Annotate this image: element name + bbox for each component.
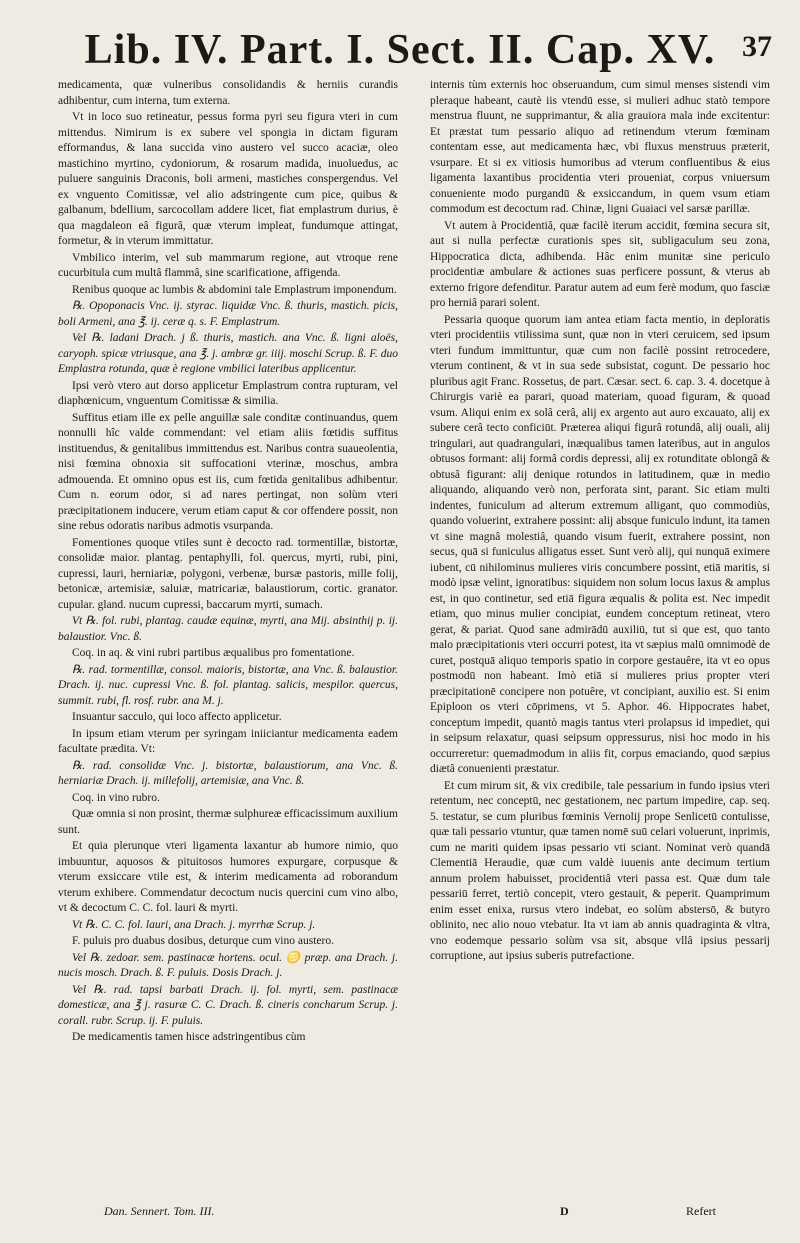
recipe: Vel ℞. zedoar. sem. pastinacæ hortens. ocul. ♋ præp. ana Drach. j. nucis mosch. Drach. ß. F. puluis. Dosis Drach. j. [58,951,398,979]
recipe: ℞. Opoponacis Vnc. ij. styrac. liquidæ Vnc. ß. thuris, mastich. picis, boli Armeni, ana ℥. ij. ceræ q. s. F. Emplastrum. [58,300,398,328]
page-number: 37 [742,30,772,63]
paragraph: Quæ omnia si non prosint, thermæ sulphureæ efficacissimum auxilium sunt. [58,808,398,836]
signature-line: Dan. Sennert. Tom. III. [104,1204,215,1218]
left-column [58,78,398,1047]
running-head: Lib. IV. Part. I. Sect. II. Cap. XV. [84,27,716,73]
paragraph: Insuantur sacculo, qui loco affecto applicetur. [72,711,282,723]
recipe: Vt ℞. C. C. fol. lauri, ana Drach. j. myrrhæ Scrup. j. [72,918,316,931]
catchword: Refert [686,1204,716,1218]
paragraph: Coq. in vino rubro. [72,791,160,804]
recipe: ℞. rad. consolidæ Vnc. j. bistortæ, balaustiorum, ana Vnc. ß. herniariæ Drach. ij. millefolij, artemisiæ, ana Vnc. ß. [58,759,398,787]
paragraph: Suffitus etiam ille ex pelle anguillæ sale conditæ continuandus, quem nonnulli hîc valde commendant: vel etiam aliis fœtidis suffitus instituendus, & genitalibus immittendus est. Naribus contra suaueolentia, nisi fœmina obnoxia sit suffocationi vterinæ, moschus, ambra admouenda. Et omnino opus est iis, cum fœtida genitalibus adhibentur. Cum n. eorum odor, si ad nares pertingat, non solùm vteri præcipitationem inducere, verum etiam caput & cor offendere possit, non sine rebus odoratis naribus admotis vsurpanda. [58,411,398,532]
paragraph: F. puluis pro duabus dosibus, deturque cum vino austero. [72,935,334,947]
recipe: ℞. rad. tormentillæ, consol. maioris, bistortæ, ana Vnc. ß. balaustior. Drach. ij. nuc. cupressi Vnc. ß. fol. plantag. salicis, mespilor. quercus, summit. rubi, fl. rosf. rubr. ana M. j. [58,663,398,707]
recipe: Vt ℞. fol. rubi, plantag. caudæ equinæ, myrti, ana Mij. absinthij p. ij. balaustior. Vnc. ß. [58,615,398,643]
signature-mark: D [560,1204,569,1218]
paragraph: Vt autem à Procidentiâ, quæ facilè iterum accidit, fœmina secura sit, aut si nulla perfectæ curationis spes sit, subligaculum seu zona, Hippocratica dicta, adhibenda. Hâc enim munitæ sine periculo procidentiæ ambulare & actiones suas perficere possunt, & vterus ab externo frigore defenditur. Paratur autem ad eum ferè modum, quo fasciæ pro herniâ parari solent. [430,219,770,309]
paragraph: Ipsi verò vtero aut dorso applicetur Emplastrum contra rupturam, vel diaphœnicum, vnguentum Comitissæ & similia. [58,379,398,407]
recipe: Vel ℞. rad. tapsi barbati Drach. ij. fol. myrti, sem. pastinacæ domesticæ, ana ℥ j. rasuræ C. C. Drach. ß. cineris concharum Scrup. j. corall. rubr. Scrup. ij. F. puluis. [58,983,398,1027]
right-column [430,78,770,966]
paragraph: Vt in loco suo retineatur, pessus forma pyri seu figura vteri in cum mittendus. Nimirum is ex subere vel spongia in dictam figuram efformandus, & lana succida vino austero vel succo acaciæ, oleo mastichino myrtino, cydoniorum, & rosarum madida, inuoluedus, ac puluere sanguinis Draconis, boli armeni, mastiches conspergendus. Vel ex vnguento Comitissæ, vel alio adstringente cum pice, quibus & galbanum, bdellium, sarcocollam addere licet, fiat emplastrum durius, è qua magdaleon eâ figurâ, quæ vterum impleat, fundumque attingat, formetur, & in vterum immittatur. [58,111,398,247]
paragraph: In ipsum etiam vterum per syringam iniiciantur medicamenta eadem facultate prædita. Vt: [58,727,398,755]
paragraph: Fomentiones quoque vtiles sunt è decocto rad. tormentillæ, bistortæ, consolidæ maior. plantag. pentaphylli, fol. quercus, myrti, rubi, pini, cupressi, lauri, herniariæ, polygoni, verbenæ, bursæ pastoris, mille folij, betonicæ, artemisiæ, saluiæ, matricariæ, balaustiorum, cortic. granator. cupular. gland. nucum cupressi, baccarum myrti, sumach. [58,536,398,611]
paragraph: Vmbilico interim, vel sub mammarum regione, aut vtroque rene cucurbitula cum multâ flammâ, sine scarificatione, affigenda. [58,251,398,279]
paragraph: Et quia plerunque vteri ligamenta laxantur ab humore nimio, quo imbuuntur, aquosos & pituitosos humores expurgare, corpusque & vterum exsiccare vtile est, & interim medicamenta ad roborandum vterum exhibere. Commendatur decoctum nucis quercini cum vino albo, vt & decoctum C. C. fol. lauri & myrti. [58,840,398,914]
paragraph: Et cum mirum sit, & vix credibile, tale pessarium in fundo ipsius vteri retentum, nec conceptū, nec gestationem, nec partum impedire, cap. seq. 5. testatur, se cum pluribus fœminis Vernolij prope Senlicetū contulisse, quæ tali pessario vtuntur, quæ tamen nomē suū celari voluerunt, inprimis, cum ne mariti quidem ipsas pessario vti sciant. Nominat verò quandā Clementiā Heraudie, quæ cum valdè iuuenis ante decimum tertium annum prolem habuisset, procidentiâ vteri passa est. Quæ dum tale pessariū ferret, tertiò concepit, vtero gestauit, & peperit. Quamprimum enim esset enixa, rursus vtero indebat, eo solùm abstersō, & butyro oblinito, nec alio nouo vtebatur. Ita vt iam ab annis quadraginta & vltra, vno eodemque pessario solùm vsa sit, absque vllâ ipsius pessarij corruptione, aut ipsius suberis putrefactione. [430,779,770,962]
paragraph: Pessaria quoque quorum iam antea etiam facta mentio, in deploratis vteri procidentiis vtilissima sunt, quæ non in vteri ceruicem, sed ipsum vteri fundum immittuntur, quæ cum non facilè possint retrocedere, vterum continent, & vt in sua sede subsistat, cogunt. De pessario hoc pluribus agit Franc. Rossetus, de part. Cæsar. sect. 6. cap. 3. 4. docetque à Chirurgis variè ea parari, quoad materiam, quoad figuram, & quoad vsum. Aliqui enim ex solâ cerâ, alij ex argento aut auro excauato, alij ex subere cerâ tecto conficiūt. Præterea aliqui figurâ rotundâ, alij ouali, alij tringulari, aut quadrangulari, inæqualibus tamen lateribus, aut in angulos obtusos formant: alij formâ cordis depressi, alij ex rotunditate oblongâ & obtusâ figurant: alij denique rotundos in latitudinem, quæ in medio aliquando, aliquando verò non, perforata sint, parant. Sic etiam multi indentes, funiculum ad alterum extremum alligant, quo commodiùs, quando voluerint, extrahere possint: alij absque funiculo indunt, ita tamen vt sine magnâ molestiâ, quando visum fuerit, extrahere possint, non secus, quā si funiculus alligatus esset. Sunt verò alij, qui nunquā eximere iubent, cū nihilominus mulieres viris concumbere possint, etiā maritis, si modò ipsæ velint, ignoratibus: siquidem non solum locus laxus & amplus est, in quo continetur, sed etiā figura æqualis & polita est. Nec impedit etiam, quo minus mulier concipiat, eundem conceptum retineat, vtero gerat, & pariat. Quod sane admirādū auxiliū, tut si que est, quo tanto malo præcipitationis vteri occurri potest, ita vt sæpius malū omnimodè de curet, postquā aliquo temporis spatio in corpore gestauêre, ita vt eo opus postmodū non habeant. Imò etiā si mulieres prius propter vteri præcipitationē concipere non potuêre, vt concipiant, auxilio est. Si enim Epiploon os vteri cōprimens, vt 5. Aphor. 46. Hippocrates habet, conceptum impedit, quantò magis tantus vteri prolapsus id impediet, qui in seipsum relaxatur, quasi seipsum oppressurus, nisi hoc modo in his occurreretur: quemadmodum in aliis fit, corpus emaciando, quod sæpius diætâ conuenienti præstatur. [430,313,770,775]
paragraph: medicamenta, quæ vulneribus consolidandis & herniis curandis adhibentur, cum interna, tum externa. [58,79,398,107]
paragraph: internis tùm externis hoc obseruandum, cum simul menses sistendi vim pleraque habeant, cautè iis vtendū esse, si mulieri adhuc statò tempore menstrua fluunt, ne supprimantur, & alia grauiora mala inde excitentur: Et præstat tum pessario aliquo ad retinendum vterum fœminam contentam esse, aut medicamenta hæc, vbi fluxus menstruus præterit, vsurpare. Et si ex vitiosis humoribus ad vterum confluentibus & eius ligamenta laxantibus procidentia vteri proueniat, corpus vniuersum conueniente modo purgandū & exsiccandum, in quem vsum etiam commodum est decoctum rad. Chinæ, ligni Guaiaci vel sarsæ parillæ. [430,79,770,215]
paragraph: De medicamentis tamen hisce adstringentibus cùm [72,1031,306,1043]
recipe: Vel ℞. ladani Drach. j ß. thuris, mastich. ana Vnc. ß. ligni aloës, caryoph. spicæ vtriusque, ana ℥. j. ambræ gr. iiij. moschi Scrup. ß. F. duo Emplastra rotunda, quæ è regione vmbilici lateribus applicentur. [58,332,398,375]
paragraph: Renibus quoque ac lumbis & abdomini tale Emplastrum imponendum. [72,283,397,296]
paragraph: Coq. in aq. & vini rubri partibus æqualibus pro fomentatione. [72,647,355,659]
